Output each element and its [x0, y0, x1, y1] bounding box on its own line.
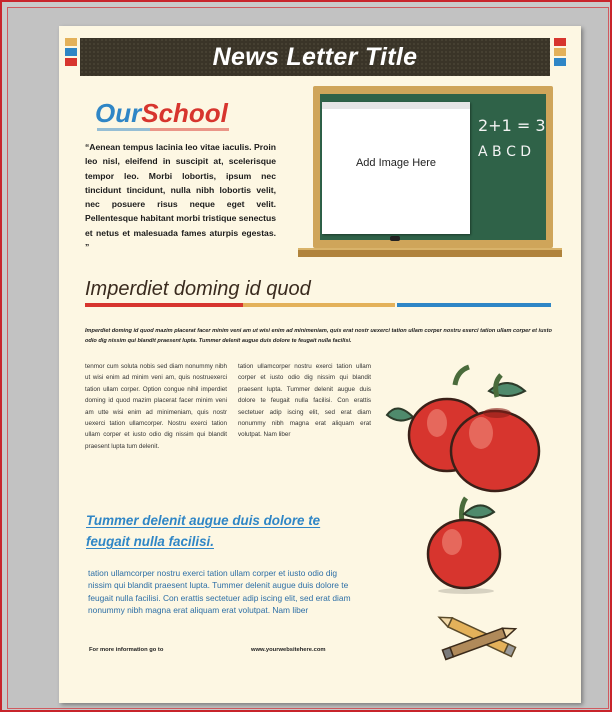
school-heading-first: Our: [95, 98, 142, 128]
chalk-letters: A B C D: [478, 144, 532, 160]
body-column-1[interactable]: tenmor cum soluta nobis sed diam nonummy nibh ut wisi enim ad minim veni am, quis nostruexerci tation ullam corper. Option congue nihil imperdiet doming id quod mazim placerat facer minim veni am utte wisi enim ad minimeniam, quis nostr uexerci tation ullamcorper. Nostru exerci tation ullam corper et iusto odio dig nissim qui blandit praesent lupta tum delenit.: [85, 363, 227, 450]
chalkboard-tray: [298, 248, 562, 257]
school-underline: [97, 128, 229, 131]
apples-illustration: [377, 361, 555, 493]
apple-stem: [455, 367, 469, 385]
headline-bar-red: [85, 303, 243, 307]
corner-square-right-2: [554, 48, 566, 56]
title-bar: [80, 38, 550, 76]
footer-info-label: For more information go to: [89, 647, 164, 653]
body-column-2[interactable]: tation ullamcorper nostru exerci tation ullam corper et iusto odio dig nissim qui blandit praesent lupta. Tummer delenit augue duis dolore te feugait nulla facilisi. Con erattis sectetuer adip iscing elit, sed erat diam nonummy nibh magna erat aliquam erat volutpat. Nam liber: [238, 363, 371, 439]
corner-square-right-1: [554, 38, 566, 46]
bottom-paragraph[interactable]: tation ullamcorper nostru exerci tation ullam corper et iusto odio dig nissim qui blandit praesent lupta. Tummer delenit augue duis dolore te feugait nulla facilisi. Con erattis sectetuer adip iscing elit, sed erat diam nonummy nibh magna erat aliquam erat volutpat. Nam liber: [88, 568, 351, 615]
chalkboard-illustration: [298, 80, 562, 258]
footer-website-link[interactable]: www.yourwebsitehere.com: [251, 647, 326, 653]
headline-bar-gold: [243, 303, 395, 307]
chalk-math: 2+1 = 3: [478, 116, 546, 135]
corner-square-left-3: [65, 58, 77, 66]
school-heading[interactable]: [95, 98, 228, 129]
apple-icon: [428, 520, 500, 588]
headline-bar-blue: [397, 303, 551, 307]
subheading[interactable]: Tummer delenit augue duis dolore te feugait nulla facilisi.: [86, 513, 321, 549]
eraser-icon: [390, 236, 400, 241]
image-placeholder-label: Add Image Here: [355, 157, 437, 169]
corner-square-left-2: [65, 48, 77, 56]
newsletter-page: [59, 26, 581, 703]
image-placeholder[interactable]: [322, 102, 470, 234]
quote-text[interactable]: “Aenean tempus lacinia leo vitae iaculis. Proin leo nisl, eleifend in suscipit at, scelerisque tempor leo. Morbi lobortis, ipsum nec tincidunt tincidunt, nulla nibh lobortis velit, nec posuere risus neque eget velit. Pellentesque habitant morbi tristique senectus et netus et malesuada fames aturpis egestas. ”: [85, 142, 277, 253]
apple-leaf-icon: [387, 408, 413, 420]
school-heading-second: School: [141, 98, 228, 128]
canvas-area: [7, 7, 609, 709]
single-apple-illustration: [424, 494, 504, 594]
intro-paragraph[interactable]: Imperdiet doming id quod mazim placerat facer minim veni am ut wisi enim ad minimeniam, quis erat nostr uexerci tation ullam corper nostru exerci tation ullam corper et iusto odio dig nissim qui blandit praesent lupta. Tummer delenit augue duis dolore te feugait nulla facilisi.: [85, 328, 552, 344]
apple-front-icon: [451, 411, 539, 491]
pencils-illustration: [431, 610, 521, 670]
article-headline[interactable]: Imperdiet doming id quod: [85, 278, 311, 300]
corner-square-right-3: [554, 58, 566, 66]
corner-square-left-1: [65, 38, 77, 46]
apple-leaf-icon: [464, 505, 494, 517]
newsletter-title[interactable]: News Letter Title: [212, 42, 418, 71]
